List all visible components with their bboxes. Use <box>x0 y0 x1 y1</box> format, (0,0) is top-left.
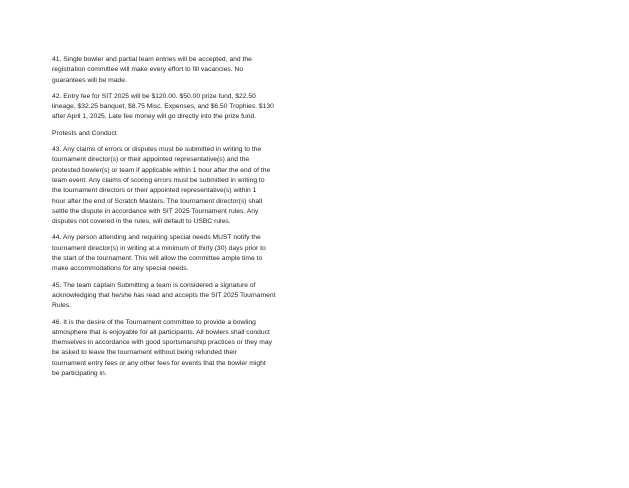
rule-42-paragraph <box>52 92 302 123</box>
rule-46-line-2: atmosphere that is enjoyable for all participants. All bowlers shall conduct <box>52 328 270 336</box>
document-body <box>52 55 302 385</box>
rule-41-line-3: guarantees will be made. <box>52 76 127 84</box>
rule-43-line-7: settle the dispute in accordance with SIT 2025 Tournament rules. Any <box>52 207 259 215</box>
rule-41-line-1: 41. Single bowler and partial team entries will be accepted, and the <box>52 56 252 63</box>
rule-45-line-2: acknowledging that he/she has read and accepts the SIT 2025 Tournament <box>52 291 276 299</box>
rule-42-line-3: after April 1, 2025, Late fee money will go directly into the prize fund. <box>52 113 257 121</box>
rule-44-line-2: tournament director(s) in writing at a minimum of thirty (30) days prior to <box>52 244 266 252</box>
rule-44-paragraph <box>52 233 302 274</box>
rule-46-line-4: be asked to leave the tournament without being refunded their <box>52 349 237 357</box>
rule-44-line-1: 44. Any person attending and requiring special needs MUST notify the <box>52 234 261 242</box>
rule-41-paragraph <box>52 55 302 86</box>
rule-42-line-2: lineage, $32.25 banquet, $8.75 Misc. Expenses, and $6.50 Trophies. $130 <box>52 103 274 111</box>
rule-46-line-1: 46. It is the desire of the Tournament committee to provide a bowling <box>52 318 256 326</box>
rule-45-paragraph <box>52 281 302 312</box>
rule-43-line-2: tournament director(s) or their appointed representative(s) and the <box>52 156 250 164</box>
rule-41-line-2: registration committee will make every effort to fill vacancies. No <box>52 66 244 74</box>
rule-43-line-3: protested bowler(s) or team if applicable within 1 hour after the end of the <box>52 166 271 174</box>
rule-44-line-4: make accommodations for any special needs. <box>52 265 189 273</box>
rule-43-line-1: 43. Any claims of errors or disputes must be submitted in writing to the <box>52 146 262 154</box>
rule-46-line-6: be participating in. <box>52 370 107 378</box>
rule-45-line-1: 45. The team captain Submitting a team is considered a signature of <box>52 281 256 289</box>
rule-43-line-8: disputes not covered in the rules, will default to USBC rules. <box>52 218 231 226</box>
rule-43-paragraph <box>52 145 302 227</box>
rule-45-line-3: Rules. <box>52 302 72 310</box>
section-heading-text: Protests and Conduct <box>52 129 117 137</box>
rule-43-line-6: hour after the end of Scratch Masters. The tournament director(s) shall <box>52 197 263 205</box>
rule-46-line-5: tournament entry fees or any other fees for events that the bowler might <box>52 359 266 367</box>
rule-42-line-1: 42. Entry fee for SIT 2025 will be $120.00. $50.00 prize fund, $22.50 <box>52 92 256 100</box>
rule-43-line-4: team event. Any claims of scoring errors must be submitted in writing to <box>52 176 265 184</box>
rule-44-line-3: the start of the tournament. This will allow the committee ample time to <box>52 255 263 263</box>
rule-43-line-5: the tournament directors or their appointed representative(s) within 1 <box>52 187 257 195</box>
rule-46-paragraph <box>52 318 302 380</box>
rule-46-line-3: themselves in accordance with good sportsmanship practices or they may <box>52 339 272 347</box>
section-heading-protests-conduct <box>52 129 302 139</box>
